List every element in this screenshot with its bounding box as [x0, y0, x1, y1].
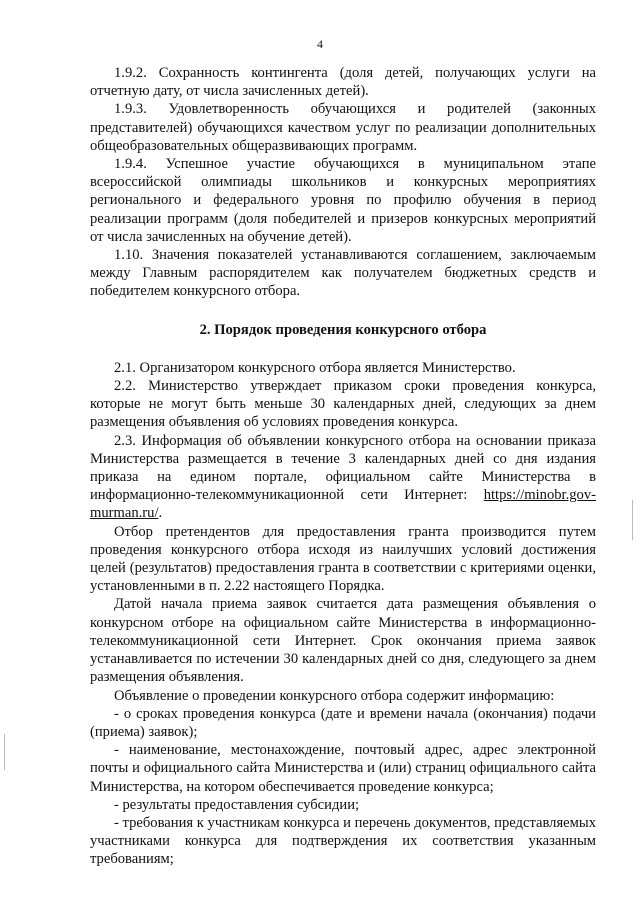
paragraph-1-10: 1.10. Значения показателей устанавливаются соглашением, заключаемым между Главным распорядителем как получателем бюджетных средств и победителем конкурсного отбора.: [90, 247, 596, 300]
page-number: 4: [317, 37, 323, 51]
paragraph-announcement-contents: Объявление о проведении конкурсного отбора содержит информацию:: [114, 687, 555, 704]
list-item: - требования к участникам конкурса и перечень документов, представляемых участниками конкурса для подтверждения их соответствия указанным требованиям;: [90, 814, 596, 868]
paragraph-selection: Отбор претендентов для предоставления гранта производится путем проведения конкурсного отбора исходя из наилучших условий достижения целей (результатов) предоставления гранта в соответствии с критериями оценки, установленными в п. 2.22 настоящего Порядка.: [90, 523, 596, 595]
paragraph-1-9-3: 1.9.3. Удовлетворенность обучающихся и родителей (законных представителей) обучающихся качеством услуг по реализации дополнительных общеобразовательных общеразвивающих программ.: [90, 101, 596, 154]
paragraph-1-9-2: 1.9.2. Сохранность контингента (доля детей, получающих услуги на отчетную дату, от числа зачисленных детей).: [90, 65, 596, 100]
scan-edge-mark: [4, 734, 5, 770]
scan-edge-mark-right: [632, 500, 633, 540]
list-item: - наименование, местонахождение, почтовый адрес, адрес электронной почты и официального сайта Министерства и (или) страниц официального сайта Министерства, на котором обеспечивается проведение конкурса;: [90, 742, 596, 795]
paragraph-2-2: 2.2. Министерство утверждает приказом сроки проведения конкурса, которые не могут быть меньше 30 календарных дней, следующих за днем размещения объявления об условиях проведения конкурса.: [90, 378, 596, 431]
ministry-website-link[interactable]: https://minobr.gov-murman.ru/: [90, 487, 596, 522]
paragraph-2-3: [90, 432, 596, 523]
paragraph-2-1: 2.1. Организатором конкурсного отбора является Министерство.: [114, 359, 516, 376]
list-item: - результаты предоставления субсидии;: [114, 796, 360, 813]
section-title: 2. Порядок проведения конкурсного отбора: [199, 321, 487, 338]
document-body: [90, 64, 596, 869]
paragraph-2-3-text: 2.3. Информация об объявлении конкурсного отбора на основании приказа Министерства размещается в течение 3 календарных дней со дня издания приказа на едином портале, официальном сайте Министерства в информационно-телекоммуникационной сети Интернет:: [90, 432, 596, 504]
paragraph-2-3-end: .: [158, 505, 163, 522]
paragraph-1-9-4: 1.9.4. Успешное участие обучающихся в муниципальном этапе всероссийской олимпиады школьников и конкурсных мероприятиях регионального и федерального уровня по профилю обучения в период реализации программ (доля победителей и призеров конкурсных мероприятий от числа зачисленных на обучение детей).: [90, 156, 596, 245]
paragraph-start-date: Датой начала приема заявок считается дата размещения объявления о конкурсном отборе на официальном сайте Министерства в информационно-телекоммуникационной сети Интернет. Срок окончания приема заявок устанавливается по истечении 30 календарных дней со дня, следующего за днем размещения объявления.: [90, 596, 596, 686]
list-item: - о сроках проведения конкурса (дате и времени начала (окончания) подачи (приема) заявок);: [90, 705, 596, 740]
